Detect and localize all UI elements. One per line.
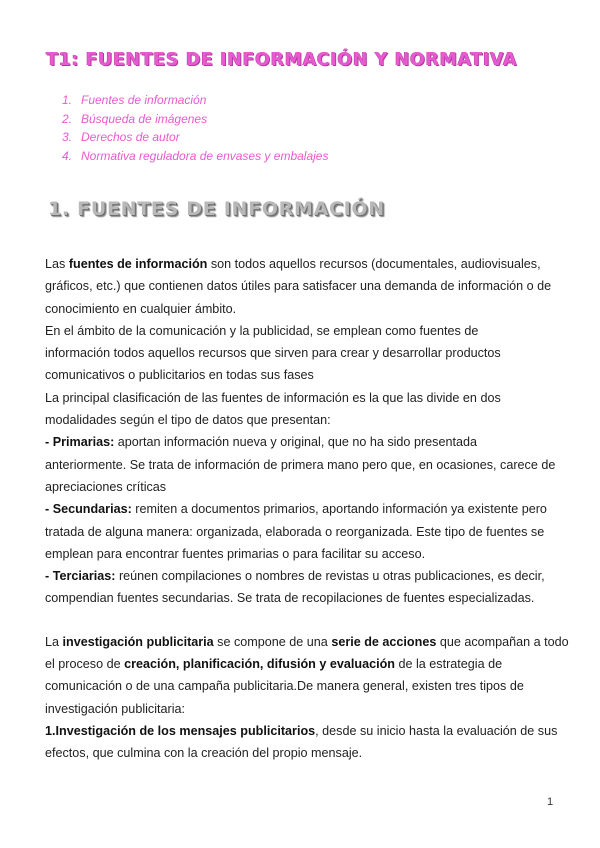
paragraph-line: tratada de alguna manera: organizada, elaborada o reorganizada. Este tipo de fuentes se — [45, 524, 545, 539]
numbered-item: 1.Investigación de los mensajes publicitarios, desde su inicio hasta la evaluación de sus — [45, 723, 558, 738]
toc-item: 4. Normativa reguladora de envases y embalajes — [62, 149, 329, 164]
toc-item: 2. Búsqueda de imágenes — [62, 111, 208, 126]
paragraph-line: Las fuentes de información son todos aquellos recursos (documentales, audiovisuales, — [45, 257, 541, 271]
paragraph-line: el proceso de creación, planificación, difusión y evaluación de la estrategia de — [45, 657, 503, 672]
paragraph-line: información todos aquellos recursos que sirven para crear y desarrollar productos — [45, 346, 501, 361]
toc-item: 3. Derechos de autor — [62, 130, 180, 145]
list-item-primarias: - Primarias: aportan información nueva y original, que no ha sido presentada — [45, 435, 477, 450]
paragraph-line: efectos, que culmina con la creación del propio mensaje. — [45, 746, 363, 761]
list-item-terciarias: - Terciarias: reúnen compilaciones o nombres de revistas u otras publicaciones, es decir, — [45, 569, 545, 584]
page-number: 1 — [547, 796, 554, 808]
paragraph-line: emplean para encontrar fuentes primarias o para facilitar su acceso. — [45, 546, 426, 561]
paragraph-line: apreciaciones críticas — [45, 479, 167, 494]
document-title: T1: FUENTES DE INFORMACIÓN Y NORMATIVA — [46, 50, 518, 70]
paragraph-line: comunicación o de una campaña publicitaria.De manera general, existen tres tipos de — [45, 679, 524, 694]
table-of-contents — [62, 91, 328, 166]
paragraph-line: comunicativos o publicitarios en todas sus fases — [45, 368, 314, 383]
paragraph-line: compendian fuentes secundarias. Se trata de recopilaciones de fuentes especializadas. — [45, 591, 535, 606]
paragraph-line: La principal clasificación de las fuentes de información es la que las divide en dos — [45, 390, 501, 405]
paragraph-line: investigación publicitaria: — [45, 701, 186, 716]
paragraph-line: anteriormente. Se trata de información de primera mano pero que, en ocasiones, carece de — [45, 457, 556, 472]
paragraph-line: En el ámbito de la comunicación y la publicidad, se emplean como fuentes de — [45, 323, 479, 338]
body-text — [45, 253, 569, 765]
paragraph-line: conocimiento en cualquier ámbito. — [45, 301, 237, 316]
toc-item: 1. Fuentes de información — [62, 93, 207, 107]
paragraph-gap — [45, 610, 560, 631]
paragraph-line: modalidades según el tipo de datos que presentan: — [45, 413, 331, 428]
section-heading: 1. FUENTES DE INFORMACIÓN — [48, 198, 385, 220]
paragraph-line: La investigación publicitaria se compone de una serie de acciones que acompañan a todo — [45, 634, 569, 649]
paragraph-line: gráficos, etc.) que contienen datos útiles para satisfacer una demanda de información o de — [45, 279, 552, 294]
list-item-secundarias: - Secundarias: remiten a documentos primarios, aportando información ya existente pero — [45, 502, 547, 517]
